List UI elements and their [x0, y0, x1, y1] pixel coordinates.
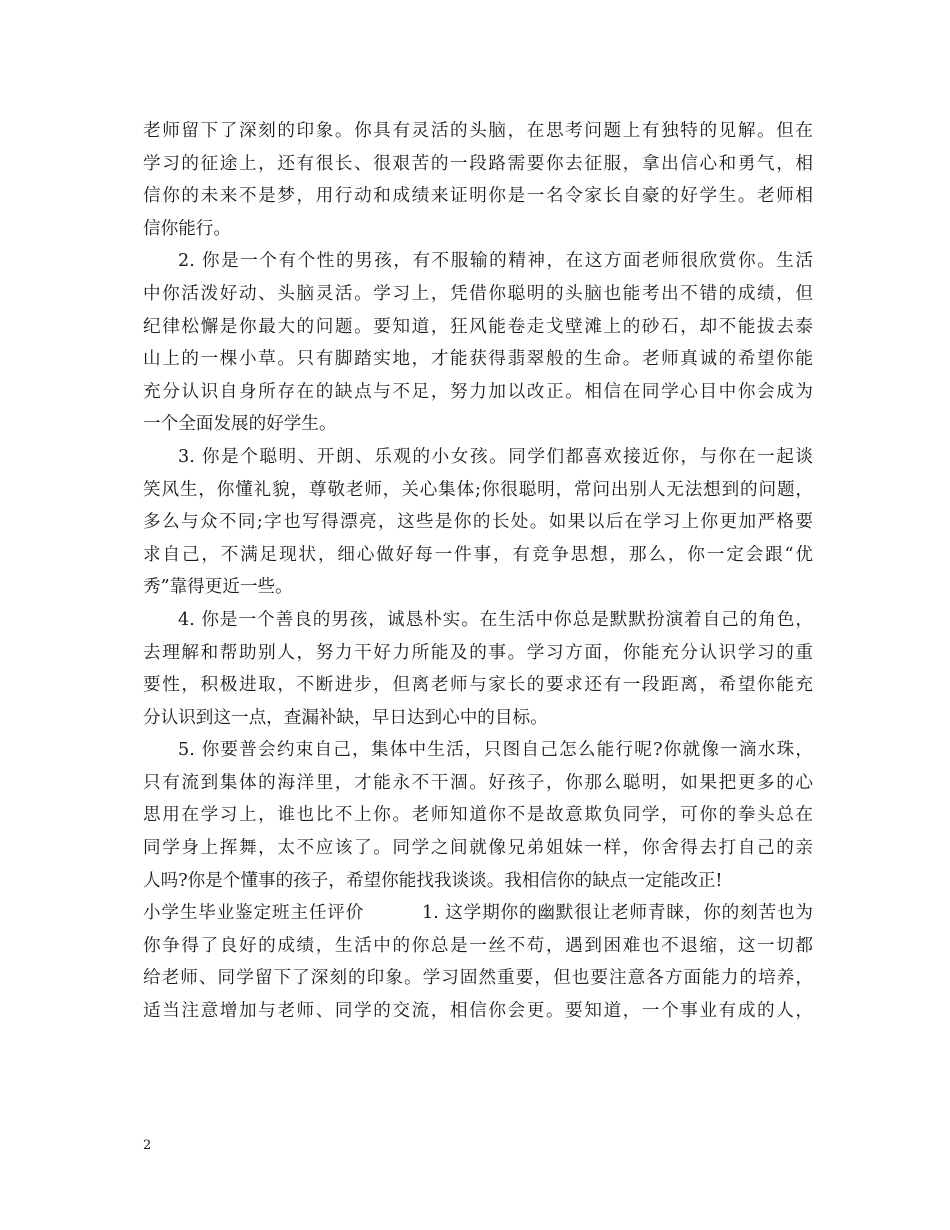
section-heading-line: 小学生毕业鉴定班主任评价 1. 这学期你的幽默很让老师青睐，你的刻苦也为: [143, 903, 813, 924]
text-line: 思用在学习上，谁也比不上你。老师知道你不是故意欺负同学，可你的拳头总在: [143, 805, 813, 826]
text-line: 老师留下了深刻的印象。你具有灵活的头脑，在思考问题上有独特的见解。但在: [143, 121, 813, 141]
text-line: 适当注意增加与老师、同学的交流，相信你会更。要知道，一个事业有成的人，: [143, 1001, 813, 1022]
text-line: 给老师、同学留下了深刻的印象。学习固然重要，但也要注意各方面能力的培养，: [143, 968, 813, 989]
paragraph-4-start: 4. 你是一个善良的男孩，诚恳朴实。在生活中你总是默默扮演着自己的角色，: [178, 609, 813, 630]
text-line: 求自己，不满足现状，细心做好每一件事，有竞争思想，那么，你一定会跟“优: [143, 544, 813, 565]
text-line: 去理解和帮助别人，努力干好力所能及的事。学习方面，你能充分认识学习的重: [143, 642, 813, 663]
text-line: 只有流到集体的海洋里，才能永不干涸。好孩子，你那么聪明，如果把更多的心: [143, 772, 813, 793]
text-line: 同学身上挥舞，太不应该了。同学之间就像兄弟姐妹一样，你舍得去打自己的亲: [143, 838, 813, 859]
paragraph-2-start: 2. 你是一个有个性的男孩，有不服输的精神，在这方面老师很欣赏你。生活: [178, 251, 813, 272]
text-line: 分认识到这一点，查漏补缺，早日达到心中的目标。: [143, 707, 548, 728]
text-line: 一个全面发展的好学生。: [143, 414, 337, 435]
paragraph-5-start: 5. 你要普会约束自己，集体中生活，只图自己怎么能行呢?你就像一滴水珠，: [178, 740, 813, 761]
text-line: 你争得了良好的成绩，生活中的你总是一丝不苟，遇到困难也不退缩，这一切都: [143, 935, 813, 956]
text-line: 信你的未来不是梦，用行动和成绩来证明你是一名令家长自豪的好学生。老师相: [143, 186, 813, 207]
text-line: 中你活泼好动、头脑灵活。学习上，凭借你聪明的头脑也能考出不错的成绩，但: [143, 283, 813, 304]
text-line: 笑风生，你懂礼貌，尊敬老师，关心集体;你很聪明，常问出别人无法想到的问题，: [143, 479, 813, 500]
text-line: 信你能行。: [143, 218, 231, 239]
text-line: 学习的征途上，还有很长、很艰苦的一段路需要你去征服，拿出信心和勇气，相: [143, 153, 813, 174]
paragraph-3-start: 3. 你是个聪明、开朗、乐观的小女孩。同学们都喜欢接近你，与你在一起谈: [178, 446, 813, 467]
text-line: 秀”靠得更近一些。: [143, 577, 293, 598]
text-line: 要性，积极进取，不断进步，但离老师与家长的要求还有一段距离，希望你能充: [143, 675, 813, 696]
text-line: 山上的一棵小草。只有脚踏实地，才能获得翡翠般的生命。老师真诚的希望你能: [143, 349, 813, 370]
text-body: [143, 115, 813, 1028]
text-line: 纪律松懈是你最大的问题。要知道，狂风能卷走戈壁滩上的砂石，却不能拔去泰: [143, 316, 813, 337]
text-line: 人吗?你是个懂事的孩子，希望你能找我谈谈。我相信你的缺点一定能改正!: [143, 870, 723, 891]
text-line: 充分认识自身所存在的缺点与不足，努力加以改正。相信在同学心目中你会成为: [143, 381, 813, 402]
page-number: 2: [143, 1138, 152, 1153]
text-line: 多么与众不同;字也写得漂亮，这些是你的长处。如果以后在学习上你更加严格要: [143, 512, 813, 533]
